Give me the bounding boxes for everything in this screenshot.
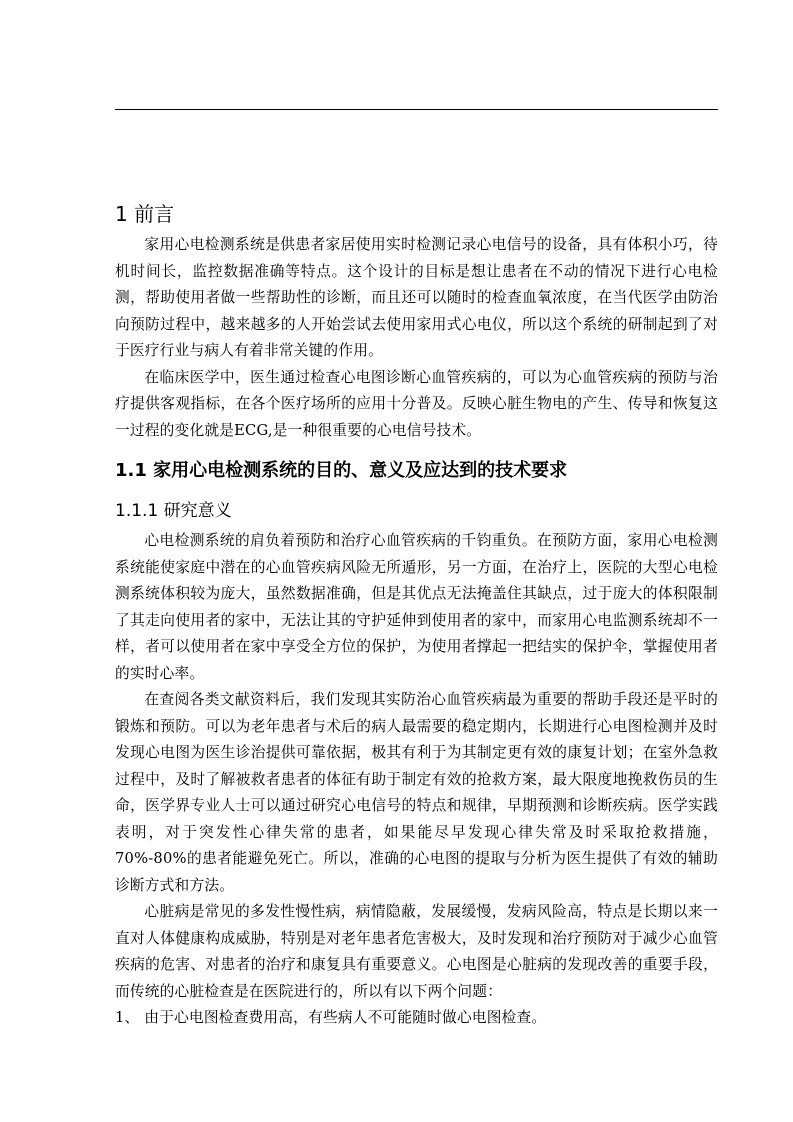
paragraph: 心脏病是常见的多发性慢性病，病情隐蔽，发展缓慢，发病风险高，特点是长期以来一直对人体健康构成威胁，特别是对老年患者危害极大，及时发现和治疗预防对于减少心血管疾病的危害、对患者的治疗和康复具有重要意义。心电图是心脏病的发现改善的重要手段，而传统的心脏检查是在医院进行的，所以有以下两个问题： xyxy=(115,903,718,1000)
subsubsection-heading: 1.1.1 研究意义 xyxy=(115,501,232,521)
document-body xyxy=(115,200,718,1032)
paragraph: 在查阅各类文献资料后，我们发现其实防治心血管疾病最为重要的帮助手段还是平时的锻炼和预防。可以为老年患者与术后的病人最需要的稳定期内，长期进行心电图检测并及时发现心电图为医生诊治提供可靠依据，极其有利于为其制定更有效的康复计划；在室外急救过程中，及时了解被救者患者的体征有助于制定有效的抢救方案，最大限度地挽救伤员的生命，医学界专业人士可以通过研究心电信号的特点和规律，早期预测和诊断疾病。医学实践表明，对于突发性心律失常的患者，如果能尽早发现心律失常及时采取抢救措施，70%-80%的患者能避免死亡。所以，准确的心电图的提取与分析为医生提供了有效的辅助诊断方式和方法。 xyxy=(115,691,718,894)
header-rule xyxy=(115,109,718,110)
paragraph: 心电检测系统的肩负着预防和治疗心血管疾病的千钧重负。在预防方面，家用心电检测系统能使家庭中潜在的心血管疾病风险无所遁形，另一方面，在治疗上，医院的大型心电检测系统体积较为庞大，虽然数据准确，但是其优点无法掩盖住其缺点，过于庞大的体积限制了其走向使用者的家中，无法让其的守护延伸到使用者的家中，而家用心电监测系统却不一样，者可以使用者在家中享受全方位的保护，为使用者撑起一把结实的保护伞，掌握使用者的实时心率。 xyxy=(115,532,718,682)
section-heading-preface: 1 前言 xyxy=(115,202,175,226)
paragraph: 在临床医学中，医生通过检查心电图诊断心血管疾病的，可以为心血管疾病的预防与治疗提供客观指标，在各个医疗场所的应用十分普及。反映心脏生物电的产生、传导和恢复这一过程的变化就是ECG,是一种很重要的心电信号技术。 xyxy=(115,368,718,439)
list-item: 1、 由于心电图检查费用高，有些病人不可能随时做心电图检查。 xyxy=(115,1009,547,1026)
subsection-heading: 1.1 家用心电检测系统的目的、意义及应达到的技术要求 xyxy=(115,460,568,481)
paragraph: 家用心电检测系统是供患者家居使用实时检测记录心电信号的设备，具有体积小巧，待机时间长，监控数据准确等特点。这个设计的目标是想让患者在不动的情况下进行心电检测，帮助使用者做一些帮助性的诊断，而且还可以随时的检查血氧浓度，在当代医学由防治向预防过程中，越来越多的人开始尝试去使用家用式心电仪，所以这个系统的研制起到了对于医疗行业与病人有着非常关键的作用。 xyxy=(115,236,718,359)
